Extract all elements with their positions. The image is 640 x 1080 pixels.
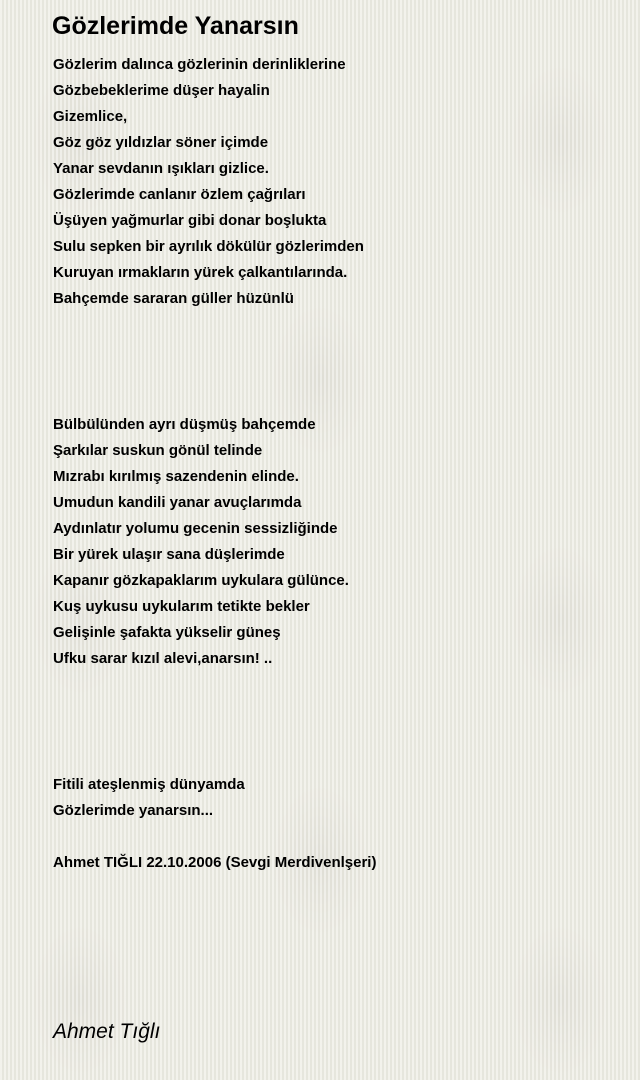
- poem-line: Bahçemde sararan güller hüzünlü: [53, 290, 294, 307]
- poem-line: Sulu sepken bir ayrılık dökülür gözlerimden: [53, 238, 364, 255]
- author-name: Ahmet Tığlı: [53, 1020, 161, 1043]
- poem-line: Şarkılar suskun gönül telinde: [53, 442, 263, 459]
- poem-line: Gözlerimde yanarsın...: [53, 802, 214, 819]
- stanza-3: [53, 772, 623, 824]
- stanza-2: [53, 412, 623, 672]
- poem-line: Fitili ateşlenmiş dünyamda: [53, 776, 245, 793]
- signature-gap: [53, 824, 623, 850]
- poem-line: Umudun kandili yanar avuçlarımda: [53, 494, 302, 511]
- poem-line: Ufku sarar kızıl alevi,anarsın! ..: [53, 650, 273, 667]
- poem-line: Gözlerim dalınca gözlerinin derinliklerine: [53, 56, 346, 73]
- poem-line: Bülbülünden ayrı düşmüş bahçemde: [53, 416, 316, 433]
- poem-line: Göz göz yıldızlar söner içimde: [53, 134, 269, 151]
- poem-line: Kuruyan ırmakların yürek çalkantılarında.: [53, 264, 348, 281]
- poem-line: Bir yürek ulaşır sana düşlerimde: [53, 546, 285, 563]
- poem-title: Gözlerimde Yanarsın: [52, 12, 299, 40]
- poem-line: Gelişinle şafakta yükselir güneş: [53, 624, 281, 641]
- poem-body: [53, 52, 623, 876]
- poem-line: Kapanır gözkapaklarım uykulara gülünce.: [53, 572, 349, 589]
- stanza-gap: [53, 672, 623, 772]
- poem-line: Gözbebeklerime düşer hayalin: [53, 82, 270, 99]
- poem-line: Aydınlatır yolumu gecenin sessizliğinde: [53, 520, 338, 537]
- poem-line: Yanar sevdanın ışıkları gizlice.: [53, 160, 269, 177]
- poem-line: Üşüyen yağmurlar gibi donar boşlukta: [53, 212, 327, 229]
- stanza-gap: [53, 312, 623, 412]
- poem-line: Kuş uykusu uykularım tetikte bekler: [53, 598, 310, 615]
- poem-signature: Ahmet TIĞLI 22.10.2006 (Sevgi Merdivenlşeri): [53, 854, 377, 871]
- stanza-1: [53, 52, 623, 312]
- poem-line: Mızrabı kırılmış sazendenin elinde.: [53, 468, 299, 485]
- poem-line: Gizemlice,: [53, 108, 128, 125]
- poem-line: Gözlerimde canlanır özlem çağrıları: [53, 186, 306, 203]
